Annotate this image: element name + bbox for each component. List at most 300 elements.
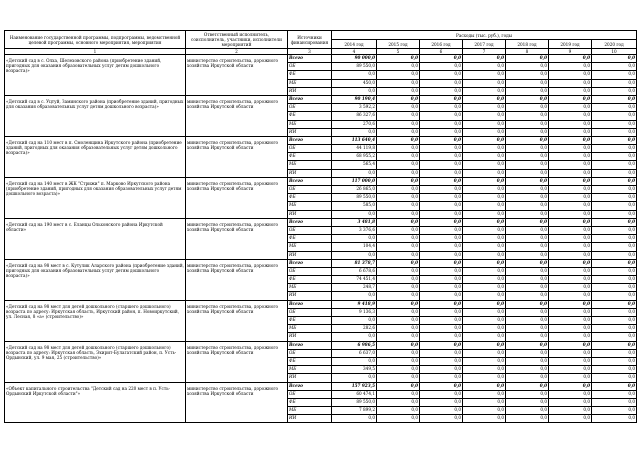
amount-cell: 0,0: [549, 226, 592, 234]
amount-cell: 0,0: [463, 104, 506, 112]
amount-cell: 0,0: [463, 235, 506, 243]
funding-source: ОБ: [288, 308, 332, 316]
column-index: 3: [288, 49, 332, 55]
amount-cell: 0,0: [463, 284, 506, 292]
amount-cell: 0,0: [549, 325, 592, 333]
funding-source: ФБ: [288, 317, 332, 325]
amount-cell: 0,0: [463, 202, 506, 210]
amount-cell: 0,0: [377, 235, 420, 243]
funding-source: ИИ: [288, 374, 332, 382]
amount-cell: 0,0: [420, 284, 463, 292]
amount-cell: 0,0: [592, 136, 637, 144]
amount-cell: 0,0: [463, 349, 506, 357]
funding-source: ФБ: [288, 357, 332, 365]
amount-cell: 0,0: [506, 120, 549, 128]
amount-cell: 0,0: [549, 390, 592, 398]
amount-cell: 0,0: [463, 366, 506, 374]
amount-cell: 6 986,5: [332, 341, 377, 349]
amount-cell: 0,0: [463, 136, 506, 144]
funding-source: Всего: [288, 136, 332, 144]
column-index: 2: [186, 49, 288, 55]
amount-cell: 0,0: [463, 186, 506, 194]
budget-table: [4, 30, 637, 423]
amount-cell: 0,0: [377, 390, 420, 398]
funding-source: ФБ: [288, 398, 332, 406]
amount-cell: 0,0: [549, 317, 592, 325]
amount-cell: 0,0: [506, 145, 549, 153]
amount-cell: 0,0: [592, 71, 637, 79]
amount-cell: 565,4: [332, 161, 377, 169]
amount-cell: 0,0: [592, 300, 637, 308]
amount-cell: 0,0: [549, 407, 592, 415]
amount-cell: 0,0: [420, 226, 463, 234]
amount-cell: 0,0: [506, 407, 549, 415]
funding-source: Всего: [288, 95, 332, 103]
amount-cell: 0,0: [463, 95, 506, 103]
amount-cell: 0,0: [549, 63, 592, 71]
table-row: [5, 95, 637, 103]
amount-cell: 0,0: [592, 177, 637, 185]
amount-cell: 0,0: [549, 374, 592, 382]
amount-cell: 0,0: [549, 292, 592, 300]
amount-cell: 0,0: [377, 382, 420, 390]
amount-cell: 0,0: [506, 382, 549, 390]
amount-cell: 0,0: [506, 202, 549, 210]
amount-cell: 0,0: [592, 366, 637, 374]
amount-cell: 0,0: [463, 325, 506, 333]
amount-cell: 0,0: [332, 128, 377, 136]
funding-source: МБ: [288, 366, 332, 374]
item-name: «Детский сад на 190 мест в с. Еланцы Ольхонского района Иркутской области»: [5, 218, 186, 259]
amount-cell: 0,0: [592, 161, 637, 169]
amount-cell: 0,0: [377, 259, 420, 267]
amount-cell: 0,0: [549, 357, 592, 365]
amount-cell: 0,0: [420, 276, 463, 284]
amount-cell: 0,0: [463, 382, 506, 390]
amount-cell: 0,0: [377, 104, 420, 112]
amount-cell: 0,0: [420, 251, 463, 259]
amount-cell: 0,0: [463, 79, 506, 87]
funding-source: ИИ: [288, 169, 332, 177]
amount-cell: 0,0: [463, 120, 506, 128]
amount-cell: 0,0: [592, 104, 637, 112]
amount-cell: 0,0: [549, 267, 592, 275]
amount-cell: 0,0: [420, 415, 463, 423]
header-year: 2015 год: [377, 40, 420, 49]
funding-source: Всего: [288, 382, 332, 390]
header-executor-column: Ответственный исполнитель, соисполнитель, участники, исполнители мероприятий: [186, 31, 288, 49]
item-executor: министерство строительства, дорожного хозяйства Иркутской области: [186, 218, 288, 259]
table-row: [5, 218, 637, 226]
amount-cell: 0,0: [463, 153, 506, 161]
funding-source: ФБ: [288, 194, 332, 202]
amount-cell: 0,0: [549, 284, 592, 292]
funding-source: ИИ: [288, 333, 332, 341]
table-row: [5, 382, 637, 390]
amount-cell: 0,0: [549, 120, 592, 128]
amount-cell: 0,0: [377, 128, 420, 136]
funding-source: МБ: [288, 407, 332, 415]
item-executor: министерство строительства, дорожного хозяйства Иркутской области: [186, 55, 288, 96]
amount-cell: 0,0: [420, 55, 463, 63]
funding-source: МБ: [288, 120, 332, 128]
amount-cell: 89 550,0: [332, 63, 377, 71]
amount-cell: 89 550,0: [332, 398, 377, 406]
amount-cell: 0,0: [506, 128, 549, 136]
item-executor: министерство строительства, дорожного хозяйства Иркутской области: [186, 95, 288, 136]
amount-cell: 0,0: [420, 382, 463, 390]
item-executor: министерство строительства, дорожного хозяйства Иркутской области: [186, 300, 288, 341]
header-name-column: Наименование государственной программы, подпрограммы, ведомственной целевой программы, основного мероприятия, мероприятия: [5, 31, 186, 49]
amount-cell: 68 955,2: [332, 153, 377, 161]
amount-cell: 0,0: [463, 161, 506, 169]
amount-cell: 0,0: [463, 243, 506, 251]
amount-cell: 0,0: [420, 161, 463, 169]
amount-cell: 0,0: [377, 349, 420, 357]
column-index: 10: [592, 49, 637, 55]
amount-cell: 0,0: [549, 79, 592, 87]
amount-cell: 0,0: [506, 390, 549, 398]
amount-cell: 7 899,2: [332, 407, 377, 415]
header-year: 2014 год: [332, 40, 377, 49]
amount-cell: 0,0: [377, 333, 420, 341]
amount-cell: 9 136,3: [332, 308, 377, 316]
amount-cell: 0,0: [420, 243, 463, 251]
amount-cell: 0,0: [420, 292, 463, 300]
amount-cell: 0,0: [549, 398, 592, 406]
funding-source: МБ: [288, 243, 332, 251]
amount-cell: 450,0: [332, 79, 377, 87]
amount-cell: 0,0: [332, 210, 377, 218]
funding-source: ОБ: [288, 267, 332, 275]
amount-cell: 0,0: [463, 210, 506, 218]
amount-cell: 3 481,8: [332, 218, 377, 226]
amount-cell: 0,0: [377, 374, 420, 382]
amount-cell: 0,0: [420, 128, 463, 136]
amount-cell: 0,0: [549, 145, 592, 153]
amount-cell: 0,0: [420, 407, 463, 415]
amount-cell: 0,0: [549, 415, 592, 423]
amount-cell: 0,0: [377, 161, 420, 169]
amount-cell: 0,0: [592, 317, 637, 325]
amount-cell: 0,0: [463, 218, 506, 226]
column-index: 4: [332, 49, 377, 55]
amount-cell: 0,0: [463, 292, 506, 300]
item-executor: министерство строительства, дорожного хозяйства Иркутской области: [186, 259, 288, 300]
amount-cell: 0,0: [420, 186, 463, 194]
amount-cell: 0,0: [377, 226, 420, 234]
amount-cell: 0,0: [592, 186, 637, 194]
funding-source: Всего: [288, 218, 332, 226]
amount-cell: 0,0: [377, 341, 420, 349]
amount-cell: 0,0: [592, 415, 637, 423]
amount-cell: 0,0: [592, 390, 637, 398]
amount-cell: 0,0: [420, 87, 463, 95]
amount-cell: 0,0: [592, 63, 637, 71]
amount-cell: 0,0: [592, 153, 637, 161]
amount-cell: 0,0: [420, 95, 463, 103]
amount-cell: 248,7: [332, 284, 377, 292]
amount-cell: 3 376,6: [332, 226, 377, 234]
funding-source: МБ: [288, 79, 332, 87]
header-year: 2020 год: [592, 40, 637, 49]
amount-cell: 6 637,0: [332, 349, 377, 357]
amount-cell: 0,0: [377, 210, 420, 218]
amount-cell: 0,0: [506, 276, 549, 284]
amount-cell: 157 923,5: [332, 382, 377, 390]
amount-cell: 0,0: [549, 276, 592, 284]
amount-cell: 0,0: [506, 112, 549, 120]
amount-cell: 0,0: [377, 276, 420, 284]
funding-source: ИИ: [288, 128, 332, 136]
amount-cell: 0,0: [377, 71, 420, 79]
amount-cell: 0,0: [377, 79, 420, 87]
amount-cell: 113 640,4: [332, 136, 377, 144]
amount-cell: 0,0: [549, 300, 592, 308]
amount-cell: 0,0: [506, 177, 549, 185]
funding-source: ФБ: [288, 71, 332, 79]
amount-cell: 0,0: [377, 87, 420, 95]
amount-cell: 0,0: [377, 251, 420, 259]
amount-cell: 0,0: [592, 407, 637, 415]
amount-cell: 0,0: [506, 136, 549, 144]
amount-cell: 0,0: [549, 186, 592, 194]
table-row: [5, 55, 637, 63]
amount-cell: 0,0: [463, 259, 506, 267]
amount-cell: 89 550,0: [332, 194, 377, 202]
amount-cell: 0,0: [420, 341, 463, 349]
amount-cell: 0,0: [463, 267, 506, 275]
amount-cell: 0,0: [592, 218, 637, 226]
amount-cell: 0,0: [377, 317, 420, 325]
funding-source: ОБ: [288, 390, 332, 398]
item-executor: министерство строительства, дорожного хозяйства Иркутской области: [186, 341, 288, 382]
amount-cell: 0,0: [549, 87, 592, 95]
amount-cell: 0,0: [463, 407, 506, 415]
amount-cell: 0,0: [549, 366, 592, 374]
amount-cell: 0,0: [506, 71, 549, 79]
amount-cell: 0,0: [332, 292, 377, 300]
amount-cell: 0,0: [592, 325, 637, 333]
amount-cell: 0,0: [549, 104, 592, 112]
funding-source: ОБ: [288, 63, 332, 71]
header-expenses: Расходы (тыс. руб.), годы: [332, 31, 637, 40]
amount-cell: 0,0: [463, 177, 506, 185]
amount-cell: 0,0: [332, 87, 377, 95]
funding-source: ИИ: [288, 87, 332, 95]
funding-source: Всего: [288, 259, 332, 267]
amount-cell: 0,0: [377, 308, 420, 316]
amount-cell: 0,0: [377, 194, 420, 202]
amount-cell: 0,0: [592, 202, 637, 210]
amount-cell: 0,0: [420, 333, 463, 341]
amount-cell: 0,0: [377, 243, 420, 251]
amount-cell: 0,0: [420, 374, 463, 382]
amount-cell: 0,0: [549, 243, 592, 251]
amount-cell: 0,0: [549, 382, 592, 390]
amount-cell: 0,0: [377, 136, 420, 144]
amount-cell: 0,0: [420, 317, 463, 325]
funding-source: Всего: [288, 300, 332, 308]
amount-cell: 0,0: [332, 251, 377, 259]
amount-cell: 0,0: [549, 202, 592, 210]
amount-cell: 0,0: [549, 308, 592, 316]
header-year: 2016 год: [420, 40, 463, 49]
amount-cell: 0,0: [549, 71, 592, 79]
amount-cell: 0,0: [549, 341, 592, 349]
amount-cell: 81 378,7: [332, 259, 377, 267]
amount-cell: 0,0: [506, 284, 549, 292]
amount-cell: 0,0: [506, 325, 549, 333]
item-name: «Детский сад на 110 мест в п. Смоленщина Иркутского района (приобретение зданий, пригодных для оказания образовательных услуг детям дошкольного возраста)»: [5, 136, 186, 177]
amount-cell: 0,0: [549, 349, 592, 357]
header-year: 2018 год: [506, 40, 549, 49]
amount-cell: 0,0: [506, 415, 549, 423]
amount-cell: 104,4: [332, 243, 377, 251]
amount-cell: 0,0: [506, 95, 549, 103]
amount-cell: 0,0: [506, 218, 549, 226]
amount-cell: 0,0: [506, 186, 549, 194]
funding-source: ФБ: [288, 235, 332, 243]
amount-cell: 0,0: [463, 71, 506, 79]
amount-cell: 0,0: [506, 104, 549, 112]
funding-source: ФБ: [288, 276, 332, 284]
amount-cell: 0,0: [592, 333, 637, 341]
item-name: «Объект капитального строительства "Детский сад на 220 мест в п. Усть-Ордынский Иркутской области"»: [5, 382, 186, 423]
amount-cell: 0,0: [332, 235, 377, 243]
amount-cell: 0,0: [332, 333, 377, 341]
amount-cell: 0,0: [549, 210, 592, 218]
amount-cell: 0,0: [506, 300, 549, 308]
amount-cell: 0,0: [506, 79, 549, 87]
amount-cell: 0,0: [377, 120, 420, 128]
amount-cell: 0,0: [332, 317, 377, 325]
amount-cell: 0,0: [506, 333, 549, 341]
amount-cell: 0,0: [549, 95, 592, 103]
amount-cell: 0,0: [377, 366, 420, 374]
amount-cell: 0,0: [420, 71, 463, 79]
header-source-column: Источники финансирования: [288, 31, 332, 49]
item-name: «Детский сад на 140 мест в ЖК "Стрижи" п. Марково Иркутского района (приобретение зданий, пригодных для оказания образовательных услуг детям дошкольного возраста)»: [5, 177, 186, 218]
amount-cell: 0,0: [549, 169, 592, 177]
amount-cell: 0,0: [506, 259, 549, 267]
amount-cell: 0,0: [592, 382, 637, 390]
funding-source: МБ: [288, 284, 332, 292]
amount-cell: 0,0: [377, 63, 420, 71]
amount-cell: 0,0: [506, 243, 549, 251]
amount-cell: 0,0: [420, 79, 463, 87]
table-row: [5, 259, 637, 267]
amount-cell: 0,0: [420, 366, 463, 374]
amount-cell: 0,0: [549, 259, 592, 267]
funding-source: ИИ: [288, 415, 332, 423]
table-row: [5, 300, 637, 308]
amount-cell: 90 000,0: [332, 55, 377, 63]
funding-source: МБ: [288, 325, 332, 333]
amount-cell: 0,0: [332, 169, 377, 177]
amount-cell: 0,0: [420, 104, 463, 112]
funding-source: МБ: [288, 202, 332, 210]
amount-cell: 0,0: [420, 325, 463, 333]
amount-cell: 0,0: [592, 357, 637, 365]
amount-cell: 0,0: [332, 374, 377, 382]
table-row: [5, 136, 637, 144]
amount-cell: 117 000,0: [332, 177, 377, 185]
amount-cell: 0,0: [377, 284, 420, 292]
amount-cell: 0,0: [420, 210, 463, 218]
amount-cell: 0,0: [463, 251, 506, 259]
amount-cell: 0,0: [506, 55, 549, 63]
funding-source: Всего: [288, 55, 332, 63]
amount-cell: 0,0: [377, 325, 420, 333]
funding-source: МБ: [288, 161, 332, 169]
funding-source: ОБ: [288, 186, 332, 194]
column-index: 7: [463, 49, 506, 55]
amount-cell: 0,0: [377, 202, 420, 210]
amount-cell: 0,0: [506, 226, 549, 234]
amount-cell: 282,6: [332, 325, 377, 333]
amount-cell: 0,0: [592, 169, 637, 177]
amount-cell: 0,0: [420, 202, 463, 210]
amount-cell: 0,0: [592, 87, 637, 95]
amount-cell: 0,0: [592, 398, 637, 406]
amount-cell: 0,0: [377, 186, 420, 194]
amount-cell: 0,0: [463, 398, 506, 406]
amount-cell: 0,0: [506, 153, 549, 161]
column-index: 5: [377, 49, 420, 55]
amount-cell: 0,0: [549, 235, 592, 243]
amount-cell: 0,0: [549, 128, 592, 136]
amount-cell: 0,0: [420, 390, 463, 398]
amount-cell: 0,0: [420, 194, 463, 202]
item-name: «Детский сад на 98 мест в с. Кутулик Аларского района (приобретение зданий, пригодных для оказания образовательных услуг детям дошкольного возраста)»: [5, 259, 186, 300]
amount-cell: 0,0: [463, 128, 506, 136]
amount-cell: 0,0: [506, 210, 549, 218]
amount-cell: 0,0: [420, 357, 463, 365]
table-row: [5, 341, 637, 349]
amount-cell: 0,0: [463, 390, 506, 398]
funding-source: ОБ: [288, 349, 332, 357]
amount-cell: 0,0: [549, 161, 592, 169]
amount-cell: 0,0: [377, 292, 420, 300]
column-index: 9: [549, 49, 592, 55]
column-index: 8: [506, 49, 549, 55]
amount-cell: 74 451,4: [332, 276, 377, 284]
amount-cell: 0,0: [592, 284, 637, 292]
amount-cell: 0,0: [463, 226, 506, 234]
amount-cell: 0,0: [592, 292, 637, 300]
amount-cell: 0,0: [506, 341, 549, 349]
amount-cell: 0,0: [549, 218, 592, 226]
amount-cell: 0,0: [332, 415, 377, 423]
amount-cell: 0,0: [549, 194, 592, 202]
amount-cell: 0,0: [506, 235, 549, 243]
amount-cell: 0,0: [463, 112, 506, 120]
amount-cell: 0,0: [420, 145, 463, 153]
amount-cell: 0,0: [420, 120, 463, 128]
amount-cell: 0,0: [506, 169, 549, 177]
amount-cell: 0,0: [463, 55, 506, 63]
amount-cell: 585,0: [332, 202, 377, 210]
amount-cell: 0,0: [463, 169, 506, 177]
amount-cell: 0,0: [377, 407, 420, 415]
item-executor: министерство строительства, дорожного хозяйства Иркутской области: [186, 177, 288, 218]
amount-cell: 0,0: [592, 243, 637, 251]
amount-cell: 0,0: [463, 415, 506, 423]
amount-cell: 0,0: [420, 308, 463, 316]
amount-cell: 0,0: [549, 177, 592, 185]
amount-cell: 0,0: [377, 357, 420, 365]
